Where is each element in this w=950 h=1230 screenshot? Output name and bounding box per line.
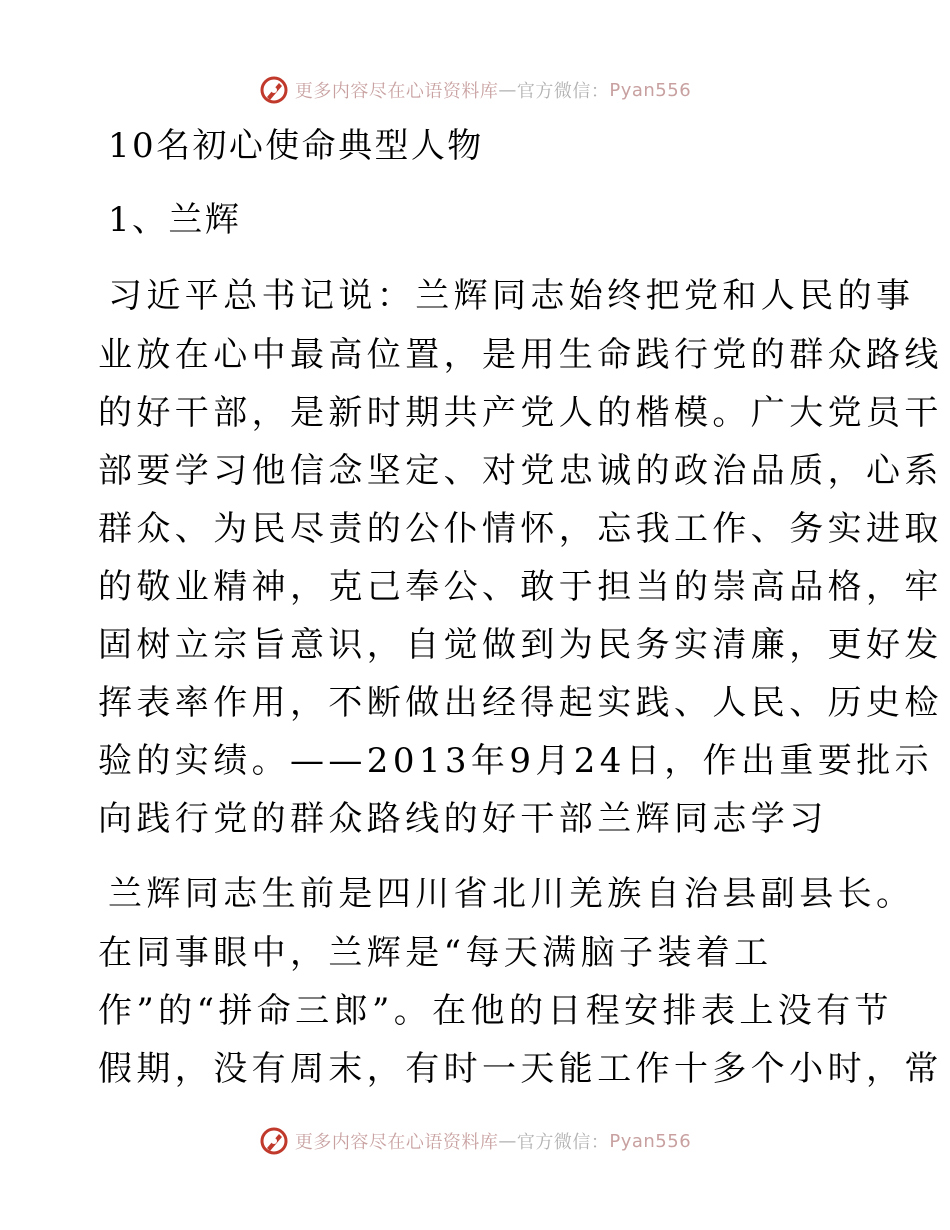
watermark-separator: — [498,79,517,101]
paragraph-line: 群众、为民尽责的公仆情怀，忘我工作、务实进取 [98,509,943,549]
paragraph-line: 作”的“拼命三郎”。在他的日程安排表上没有节 [98,991,893,1031]
paragraph-line: 固树立宗旨意识，自觉做到为民务实清廉，更好发 [98,625,943,665]
header-watermark [0,70,950,110]
document-title: 10名初心使命典型人物 [108,126,484,166]
watermark-text: 更多内容尽在心语资料库 [294,1132,499,1153]
pen-logo-icon [259,75,289,105]
paragraph-line: 的敬业精神，克己奉公、敢于担当的崇高品格，牢 [98,567,943,607]
watermark-text: 更多内容尽在心语资料库 [294,81,499,102]
watermark-wechat: Pyan556 [609,79,692,101]
pen-logo-icon [259,1126,289,1156]
paragraph-line: 兰辉同志生前是四川省北川羌族自治县副县长。 [108,874,915,914]
paragraph-line: 业放在心中最高位置，是用生命践行党的群众路线 [98,335,943,375]
footer-watermark [0,1121,950,1161]
watermark-wechat: Pyan556 [609,1130,692,1152]
paragraph-line: 假期，没有周末，有时一天能工作十多个小时，常 [98,1049,943,1089]
paragraph-line: 向践行党的群众路线的好干部兰辉同志学习 [98,799,828,839]
paragraph-line: 的好干部，是新时期共产党人的楷模。广大党员干 [98,393,943,433]
paragraph-line: 在同事眼中，兰辉是“每天满脑子装着工 [98,933,773,973]
paragraph-line: 验的实绩。——2013年9月24日，作出重要批示 [98,741,934,781]
section-heading: 1、兰辉 [108,200,242,240]
paragraph-line: 习近平总书记说：兰辉同志始终把党和人民的事 [108,276,915,316]
watermark-official: 官方微信： [516,1132,610,1153]
paragraph-line: 部要学习他信念坚定、对党忠诚的政治品质，心系 [98,451,943,491]
watermark-official: 官方微信： [516,81,610,102]
paragraph-line: 挥表率作用，不断做出经得起实践、人民、历史检 [98,683,943,723]
watermark-separator: — [498,1130,517,1152]
